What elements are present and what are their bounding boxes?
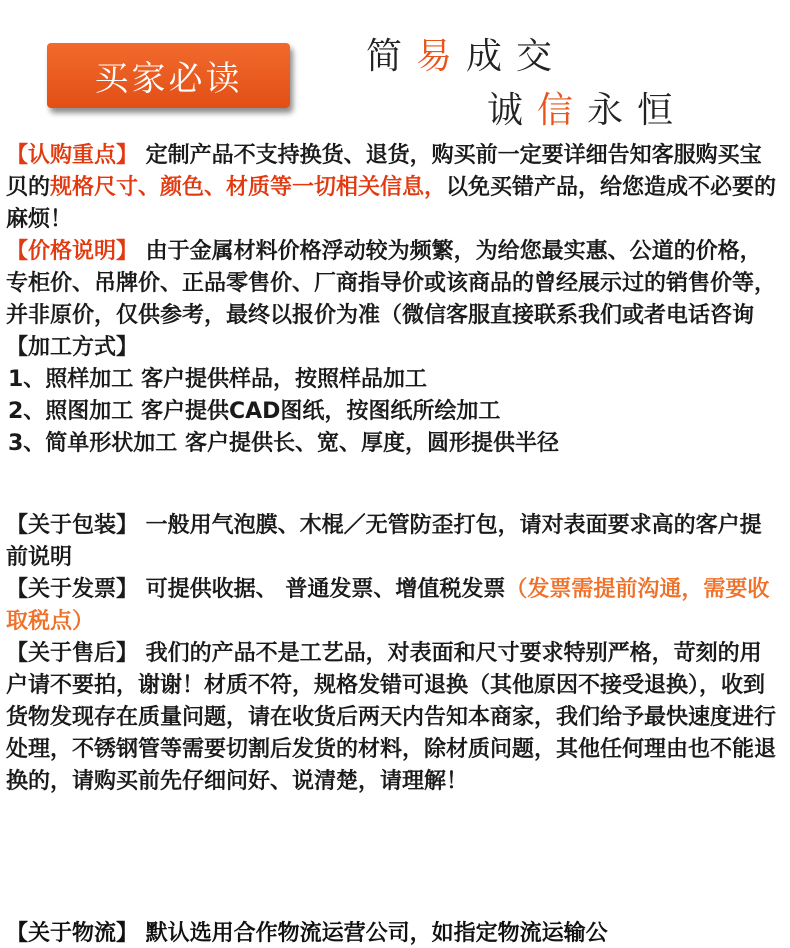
buyer-notice-badge: 买家必读	[47, 43, 290, 108]
process-item: 1、照样加工 客户提供样品，按照样品加工	[8, 367, 427, 392]
packing-text: 一般用气泡膜、木棍／无管防歪打包，请对表面要求高的客户提前说明	[6, 513, 762, 570]
slogan-text: 成交	[466, 36, 567, 77]
order-text: 定制产品不支持换货、退货，购买前一定要详细告知客服购买宝贝的	[6, 143, 762, 200]
invoice-title: 【关于发票】	[6, 577, 139, 602]
order-title: 【认购重点】	[6, 143, 139, 168]
order-section	[6, 140, 782, 236]
slogan-highlight: 信	[537, 90, 588, 131]
invoice-text: 可提供收据、 普通发票、增值税发票	[138, 577, 506, 602]
process-item: 3、简单形状加工 客户提供长、宽、厚度，圆形提供半径	[8, 431, 559, 456]
process-title: 【加工方式】	[6, 335, 139, 360]
packing-section	[6, 510, 782, 574]
slogan-line-2	[487, 82, 687, 133]
invoice-highlight: （发票需提前沟通，需要收取税点）	[6, 577, 770, 634]
slogan-line-1	[366, 28, 566, 79]
notice-content	[6, 140, 782, 798]
price-section	[6, 236, 782, 332]
slogan-highlight: 易	[416, 36, 467, 77]
slogan-text: 永恒	[587, 90, 688, 131]
spacer	[6, 460, 782, 510]
aftersale-text: 我们的产品不是工艺品，对表面和尺寸要求特别严格，苛刻的用户请不要拍，谢谢！材质不符，规格发错可退换（其他原因不接受退换），收到货物发现存在质量问题，请在收货后两天内告知本商家，我们给予最快速度进行处理，不锈钢管等需要切割后发货的材料，除材质问题，其他任何理由也不能退换的，请购买前先仔细问好、说清楚，请理解！	[6, 641, 777, 794]
aftersale-title: 【关于售后】	[6, 641, 139, 666]
packing-title: 【关于包装】	[6, 513, 139, 538]
logistics-section-cut: 【关于物流】 默认选用合作物流运营公司，如指定物流运输公	[6, 921, 608, 946]
aftersale-section	[6, 638, 782, 798]
price-title: 【价格说明】	[6, 239, 139, 264]
invoice-section	[6, 574, 782, 638]
order-highlight: 规格尺寸、颜色、材质等一切相关信息，	[50, 175, 447, 200]
slogan-char: 诚	[487, 90, 538, 131]
price-text: 由于金属材料价格浮动较为频繁，为给您最实惠、公道的价格，专柜价、吊牌价、正品零售价、厂商指导价或该商品的曾经展示过的销售价等，并非原价，仅供参考，最终以报价为准（微信客服直接联系我们或者电话咨询	[6, 239, 777, 328]
order-text-2: 以免买错产品，给您造成不必要的麻烦！	[6, 175, 777, 232]
process-item: 2、照图加工 客户提供CAD图纸，按图纸所绘加工	[8, 399, 501, 424]
slogan-char: 简	[366, 36, 417, 77]
